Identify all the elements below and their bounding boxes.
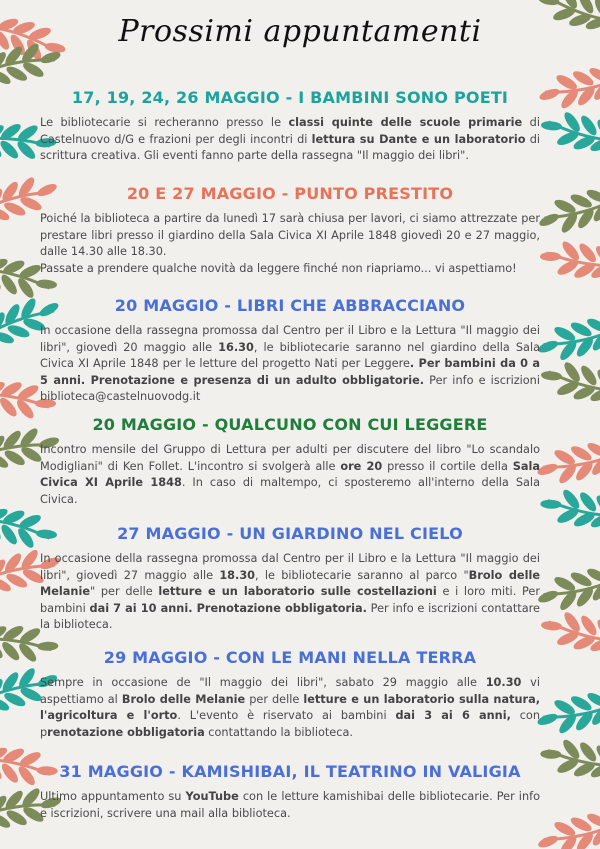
- body-text: Per info e iscrizioni contattare la biblioteca.: [40, 601, 540, 632]
- highlight-text: renotazione obbligatoria: [47, 725, 205, 739]
- body-text: Passate a prendere qualche novità da leggere finché non riapriamo... vi aspettiamo!: [40, 261, 517, 275]
- highlight-text: Brolo delle Melanie: [121, 692, 246, 706]
- highlight-text: ore 20: [340, 459, 383, 473]
- body-text: " per delle: [89, 585, 159, 599]
- event-description: [40, 442, 540, 508]
- event-description: [40, 323, 540, 406]
- body-text: di scrittura creativa. Gli eventi fanno parte della rassegna "Il maggio dei libri".: [40, 132, 540, 163]
- body-text: e i loro miti. Per bambini: [40, 585, 540, 615]
- highlight-text: 18.30: [219, 568, 256, 582]
- event-description: [40, 789, 540, 822]
- event-heading: 20 MAGGIO - QUALCUNO CON CUI LEGGERE: [92, 415, 488, 434]
- body-text: con p: [40, 709, 541, 739]
- body-text: contattando la biblioteca.: [204, 725, 353, 739]
- highlight-text: . Per bambini da 0 a 5 anni. Prenotazione e presenza di un adulto obbligatorie.: [40, 357, 540, 387]
- leaf-sprig: [537, 732, 600, 786]
- body-text: vi aspettiamo al: [40, 676, 540, 706]
- event-heading: 20 E 27 MAGGIO - PUNTO PRESTITO: [126, 184, 454, 203]
- leaf-sprig: [533, 563, 600, 617]
- leaf-sprig: [537, 353, 600, 410]
- event-heading: 29 MAGGIO - CON LE MANI NELLA TERRA: [103, 648, 477, 667]
- highlight-text: letture e un laboratorio sulla natura, l'agricoltura e l'orto: [40, 692, 541, 723]
- event-heading: 20 MAGGIO - LIBRI CHE ABBRACCIANO: [114, 296, 466, 315]
- body-text: . L'evento è riservato ai bambini: [177, 709, 396, 723]
- event-block: [40, 524, 540, 634]
- body-text: , le bibliotecarie saranno al parco ": [255, 568, 469, 582]
- event-heading: 31 MAGGIO - KAMISHIBAI, IL TEATRINO IN VALIGIA: [59, 762, 521, 781]
- event-heading: 17, 19, 24, 26 MAGGIO - I BAMBINI SONO POETI: [71, 88, 509, 107]
- highlight-text: dai 3 ai 6 anni,: [395, 709, 511, 723]
- body-text: presso il cortile della: [382, 459, 513, 473]
- leaf-sprig: [537, 482, 600, 536]
- event-heading: 27 MAGGIO - UN GIARDINO NEL CIELO: [117, 524, 463, 543]
- highlight-text: dai 7 ai 10 anni. Prenotazione obbligatoria.: [89, 601, 367, 615]
- event-description: [40, 675, 540, 741]
- event-description: [40, 211, 540, 277]
- leaf-sprig: [537, 603, 600, 660]
- leaf-sprig: [534, 438, 600, 489]
- body-text: In occasione della rassegna promossa dal Centro per il Libro e la Lettura "Il maggio dei libri", giovedì 27 maggio alle: [40, 552, 540, 582]
- body-text: di Castelnuovo d/G e frazioni per degli incontri di: [40, 116, 540, 146]
- event-block: [40, 296, 540, 406]
- body-text: per delle: [245, 692, 304, 706]
- leaf-sprig: [537, 103, 600, 160]
- body-text: Poiché la biblioteca a partire da lunedì 17 sarà chiusa per lavori, ci siamo attrezzate per prestare libri presso il giardino della Sala Civica XI Aprile 1848 giovedì 20 e 27 maggio, dalle 14.30 alle 18.30.: [40, 212, 540, 259]
- body-text: Sempre in occasione de "Il maggio dei libri", sabato 29 maggio alle: [40, 676, 486, 689]
- leaf-sprig: [534, 183, 600, 240]
- leaf-sprig: [533, 808, 600, 849]
- leaf-sprig: [536, 63, 600, 114]
- event-description: [40, 551, 540, 634]
- event-description: [40, 115, 540, 165]
- highlight-text: Brolo delle Melanie: [40, 568, 541, 599]
- leaf-sprig: [533, 313, 600, 367]
- highlight-text: YouTube: [185, 790, 239, 803]
- body-text: In occasione della rassegna promossa dal Centro per il Libro e la Lettura "Il maggio dei libri", giovedì 20 maggio alle: [40, 324, 540, 354]
- body-text: , le bibliotecarie saranno nel giardino della Sala Civica XI Aprile 1848 per le letture del progetto Nati per Leggere: [40, 340, 541, 371]
- highlight-text: Sala Civica XI Aprile 1848: [40, 459, 540, 490]
- event-block: [40, 762, 540, 822]
- highlight-text: classi quinte delle scuole primarie: [288, 116, 523, 129]
- leaf-sprig: [537, 234, 600, 285]
- leaf-sprig: [534, 688, 600, 739]
- highlight-text: lettura su Dante e un laboratorio: [311, 132, 526, 146]
- highlight-text: 10.30: [485, 676, 522, 689]
- body-text: Le bibliotecarie si recheranno presso le: [40, 116, 289, 129]
- highlight-text: letture e un laboratorio sulle costellazioni: [158, 585, 437, 599]
- event-block: [40, 648, 540, 741]
- body-text: Per info e iscrizioni biblioteca@castelnuovodg.it: [40, 373, 540, 404]
- highlight-text: 16.30: [218, 340, 254, 354]
- page-title: Prossimi appuntamenti: [118, 14, 482, 49]
- body-text: con le letture kamishibai delle bibliotecarie. Per info e iscrizioni, scrivere una mail alla biblioteca.: [40, 790, 540, 820]
- event-block: [40, 415, 540, 508]
- event-block: [40, 184, 540, 277]
- event-block: [40, 88, 540, 165]
- body-text: . In caso di maltempo, ci sposteremo all'interno della Sala Civica.: [40, 476, 540, 506]
- body-text: Incontro mensile del Gruppo di Lettura per adulti per discutere del libro "Lo scandalo Modigliani" di Ken Follet. L'incontro si svolgerà alle: [40, 443, 540, 473]
- body-text: Ultimo appuntamento su: [40, 790, 186, 803]
